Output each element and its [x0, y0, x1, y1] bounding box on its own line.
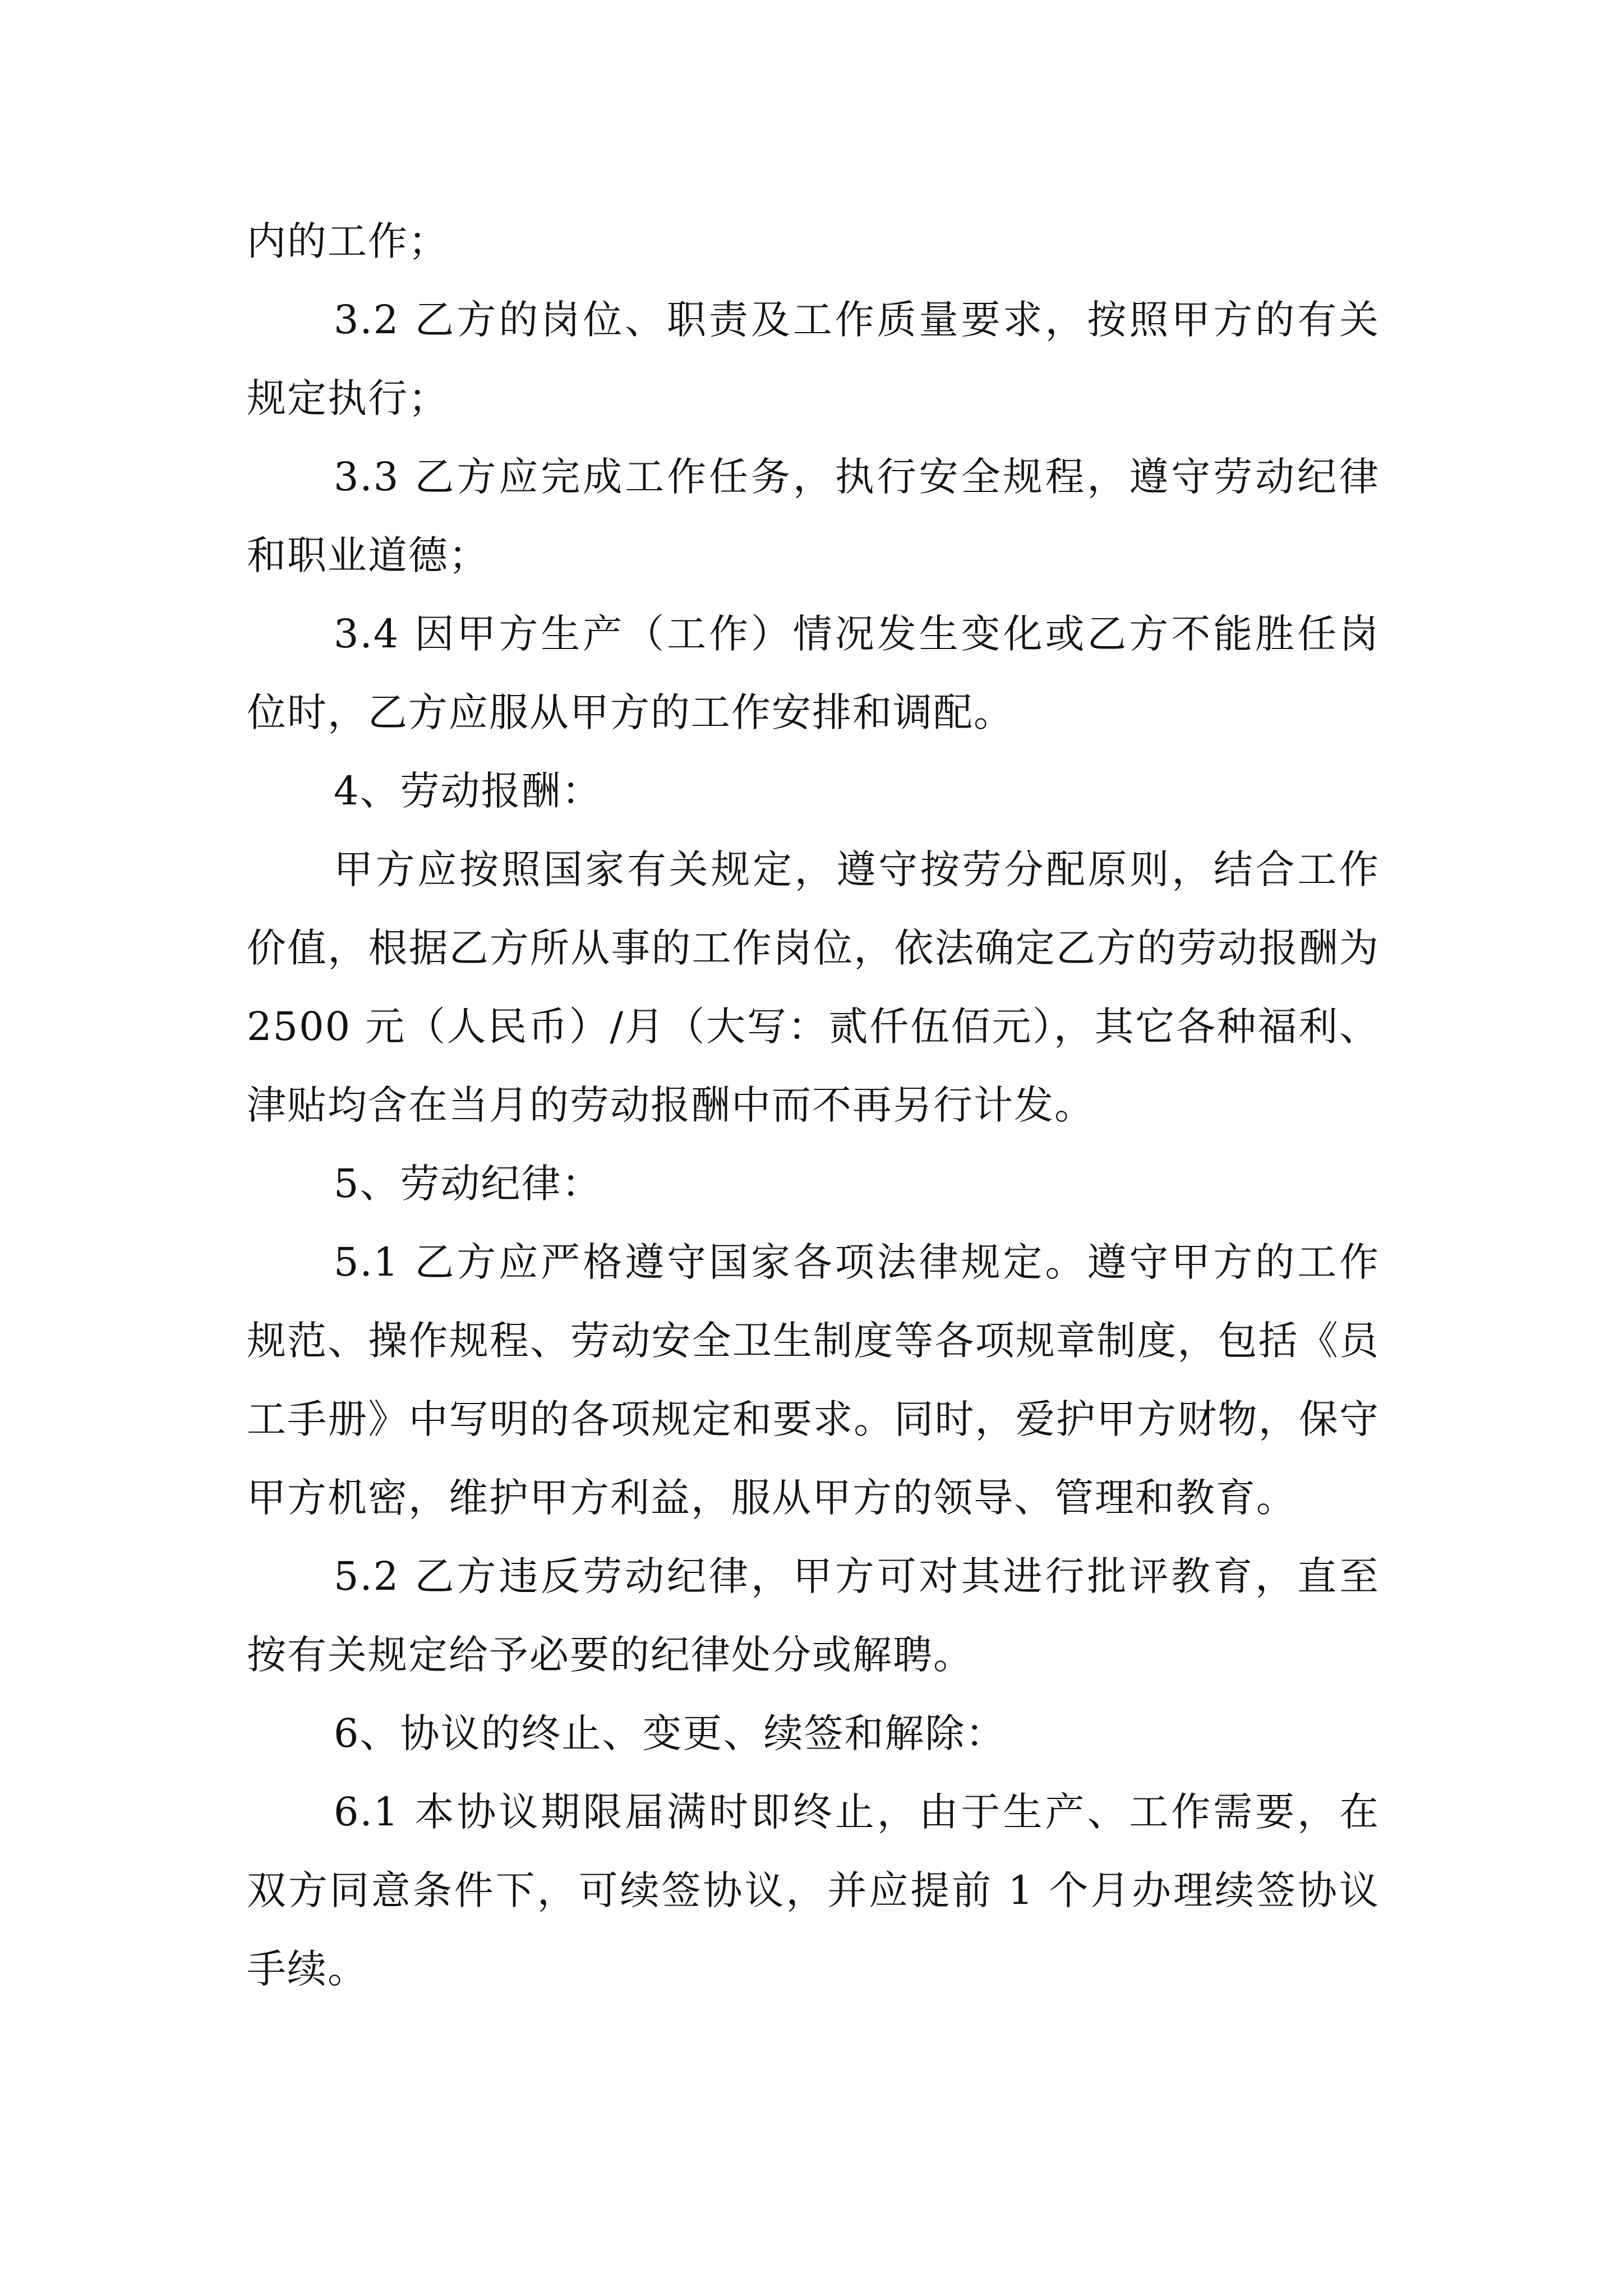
- paragraph-6-1: 6.1 本协议期限届满时即终止，由于生产、工作需要，在双方同意条件下，可续签协议，并应提前 1 个月办理续签协议手续。: [247, 1789, 1380, 1992]
- paragraph-5-1: 5.1 乙方应严格遵守国家各项法律规定。遵守甲方的工作规范、操作规程、劳动安全卫生制度等各项规章制度，包括《员工手册》中写明的各项规定和要求。同时，爱护甲方财物，保守甲方机密，维护甲方利益，服从甲方的领导、管理和教育。: [247, 1239, 1380, 1521]
- section-heading-4: 4、劳动报酬：: [334, 768, 602, 814]
- paragraph-3-3: 3.3 乙方应完成工作任务，执行安全规程，遵守劳动纪律和职业道德；: [247, 454, 1380, 578]
- section-heading-5: 5、劳动纪律：: [334, 1161, 602, 1207]
- document-body: [247, 202, 1380, 2008]
- paragraph-3-2: 3.2 乙方的岗位、职责及工作质量要求，按照甲方的有关规定执行；: [247, 297, 1380, 421]
- paragraph-5-2: 5.2 乙方违反劳动纪律，甲方可对其进行批评教育，直至按有关规定给予必要的纪律处分或解聘。: [247, 1553, 1380, 1678]
- paragraph-continuation: 内的工作；: [247, 218, 449, 264]
- paragraph-3-4: 3.4 因甲方生产（工作）情况发生变化或乙方不能胜任岗位时，乙方应服从甲方的工作安排和调配。: [247, 611, 1380, 735]
- section-heading-6: 6、协议的终止、变更、续签和解除：: [334, 1710, 1006, 1756]
- paragraph-remuneration: 甲方应按照国家有关规定，遵守按劳分配原则，结合工作价值，根据乙方所从事的工作岗位，依法确定乙方的劳动报酬为 2500 元（人民币）/月（大写：贰仟伍佰元），其它各种福利、津贴均含在当月的劳动报酬中而不再另行计发。: [247, 846, 1380, 1128]
